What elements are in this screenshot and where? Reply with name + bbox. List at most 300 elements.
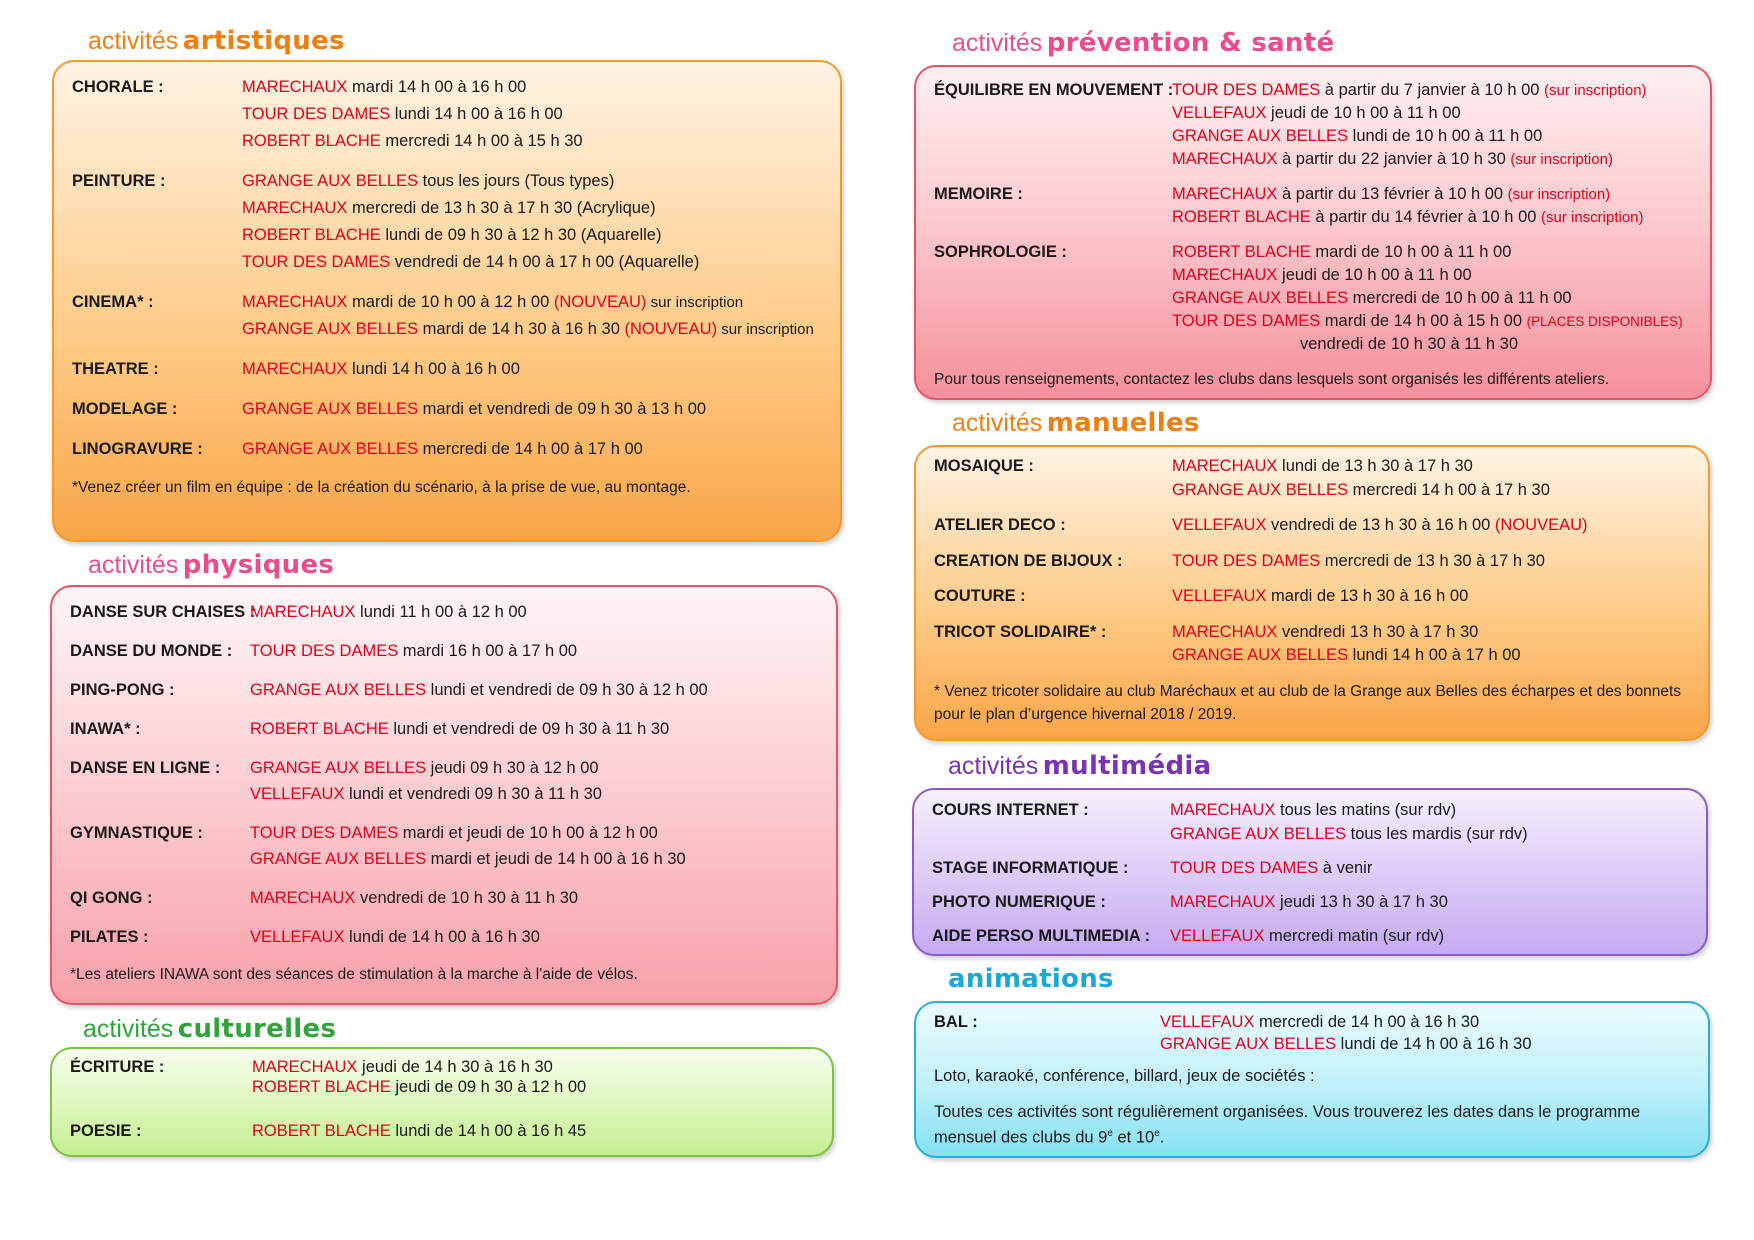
activity-label: AIDE PERSO MULTIMEDIA : [932,927,1151,945]
row-gap [70,911,818,924]
schedule-text: lundi et vendredi 09 h 30 à 11 h 30 [344,785,602,803]
schedule-line [1172,287,1692,310]
row-gap [72,276,822,289]
box-physiques [50,585,838,1005]
club-name: TOUR DES DAMES [1170,859,1319,877]
schedule-line [250,820,818,846]
club-name: MARECHAUX [1170,893,1276,911]
closing-sup-1: e [1107,1128,1113,1139]
club-name: GRANGE AUX BELLES [1172,480,1349,499]
schedule-text: mercredi de 14 h 00 à 17 h 00 [418,440,643,458]
schedule-line [252,1057,814,1077]
row-gap [72,463,822,476]
schedule-text: mercredi 14 h 00 à 17 h 30 [1348,480,1550,499]
schedule-line [242,222,822,249]
club-name: TOUR DES DAMES [250,642,399,660]
schedule-text: mardi et vendredi de 09 h 30 à 13 h 00 [418,400,707,418]
club-name: ROBERT BLACHE [250,720,389,738]
highlight-note: (sur inscription) [1510,151,1613,168]
schedule-line [1172,333,1692,356]
activity-row [70,599,818,625]
activity-schedule [242,168,822,276]
schedule-text: vendredi de 10 h 30 à 11 h 30 [1300,335,1519,353]
club-name: GRANGE AUX BELLES [1172,127,1349,145]
activity-label: SOPHROLOGIE : [934,243,1067,261]
schedule-line [242,249,822,276]
row-gap [70,950,818,963]
activity-row [934,455,1690,502]
schedule-text: mardi de 14 h 30 à 16 h 30 [418,320,625,338]
title-prefix: activités [88,551,179,579]
activity-schedule [250,820,818,872]
row-gap [70,703,818,716]
registration-note: sur inscription [646,294,744,311]
schedule-line [250,638,818,664]
schedule-line [1172,514,1690,538]
club-name: ROBERT BLACHE [242,226,381,244]
schedule-line [242,128,822,155]
highlight-note: (sur inscription) [1544,82,1647,99]
section-title-prevention [952,30,1334,56]
club-name: GRANGE AUX BELLES [242,400,419,418]
highlight-note: (NOUVEAU) [553,293,647,311]
activity-schedule [250,677,818,703]
club-name: GRANGE AUX BELLES [242,320,419,338]
schedule-text: à partir du 7 janvier à 10 h 00 [1320,81,1545,99]
schedule-line [1160,1033,1690,1055]
highlight-note: (NOUVEAU) [1494,516,1588,534]
club-name: ROBERT BLACHE [1172,208,1311,226]
activity-label: PEINTURE : [72,172,166,190]
registration-note: sur inscription [717,321,814,338]
schedule-line [1172,241,1692,264]
club-name: MARECHAUX [242,78,348,96]
activity-label: TRICOT SOLIDAIRE* : [934,622,1107,641]
club-name: MARECHAUX [250,603,356,621]
footnote: Pour tous renseignements, contactez les clubs dans lesquels sont organisés les différents ateliers. [934,371,1610,388]
schedule-line [242,316,822,343]
schedule-text: à partir du 13 février à 10 h 00 [1277,185,1508,203]
schedule-line [1172,585,1690,609]
club-name: MARECHAUX [1172,185,1278,203]
schedule-text: jeudi 09 h 30 à 12 h 00 [426,759,599,777]
schedule-text: lundi de 14 h 00 à 16 h 45 [390,1122,587,1140]
activity-row [934,1011,1690,1055]
activity-schedule [250,885,818,911]
activity-row [934,79,1692,171]
club-name: MARECHAUX [242,360,348,378]
activity-label: ÉCRITURE : [70,1058,165,1076]
activity-label: ÉQUILIBRE EN MOUVEMENT : [934,81,1174,99]
row-gap [70,807,818,820]
club-name: GRANGE AUX BELLES [250,759,427,777]
schedule-text: vendredi 13 h 30 à 17 h 30 [1277,622,1479,641]
schedule-text: lundi et vendredi de 09 h 30 à 11 h 30 [388,720,670,738]
schedule-text: lundi de 10 h 00 à 11 h 00 [1348,127,1543,145]
schedule-line [242,356,822,383]
activity-label: BAL : [934,1013,978,1031]
schedule-text: mercredi matin (sur rdv) [1264,927,1445,945]
activity-label: CREATION DE BIJOUX : [934,551,1123,570]
title-prefix: activités [952,409,1043,437]
closing-and: et 10 [1112,1128,1155,1147]
schedule-line [250,716,818,742]
activity-schedule [250,599,818,625]
activity-label: PING-PONG : [70,681,175,699]
activity-schedule [242,356,822,383]
activity-label: POESIE : [70,1122,142,1140]
schedule-line [1172,621,1690,645]
schedule-line [1170,890,1688,914]
row-gap [934,502,1690,514]
schedule-line [1172,79,1692,102]
activity-schedule [242,74,822,155]
club-name: MARECHAUX [1172,457,1278,475]
schedule-text: vendredi de 14 h 00 à 17 h 00 (Aquarelle) [390,253,700,271]
schedule-line [1172,550,1690,574]
activity-schedule [242,396,822,423]
club-name: GRANGE AUX BELLES [1172,289,1349,307]
activity-schedule [1160,1011,1690,1055]
activity-label: COURS INTERNET : [932,801,1089,819]
box-animations [914,1001,1710,1158]
footnote: *Venez créer un film en équipe : de la création du scénario, à la prise de vue, au montage. [72,479,691,496]
schedule-line [250,677,818,703]
schedule-text: lundi de 13 h 30 à 17 h 30 [1277,457,1473,475]
closing-end: . [1159,1128,1165,1147]
section-title-physiques [88,552,334,578]
activity-label: DANSE DU MONDE : [70,642,233,660]
section-title-artistiques [88,28,345,54]
schedule-line [242,396,822,423]
schedule-text: lundi 14 h 00 à 16 h 00 [390,105,563,123]
title-prefix: activités [88,27,179,55]
club-name: TOUR DES DAMES [1172,551,1321,570]
schedule-line [250,885,818,911]
title-prefix: activités [83,1015,174,1043]
activity-row [934,621,1690,668]
schedule-line [1172,644,1690,668]
schedule-text: lundi 11 h 00 à 12 h 00 [355,603,527,621]
title-main: culturelles [177,1014,337,1044]
schedule-line [252,1121,814,1141]
row-gap [934,573,1690,585]
activity-label: DANSE EN LIGNE : [70,759,221,777]
title-prefix: activités [948,752,1039,780]
schedule-text: à partir du 14 février à 10 h 00 [1310,208,1541,226]
schedule-line [1172,264,1692,287]
activity-row [72,356,822,383]
title-main: artistiques [182,26,345,56]
schedule-line [1172,183,1692,206]
activity-row [934,241,1692,356]
schedule-text: mercredi de 13 h 30 à 17 h 30 [1320,551,1545,570]
activity-schedule [242,289,822,343]
club-name: VELLEFAUX [1172,587,1267,605]
activity-label: INAWA* : [70,720,141,738]
schedule-text: mardi et jeudi de 10 h 00 à 12 h 00 [398,824,658,842]
schedule-text: tous les mardis (sur rdv) [1346,825,1528,843]
box-manuelles [914,445,1710,741]
availability-note: (PLACES DISPONIBLES) [1526,314,1683,329]
box-artistiques [52,60,842,542]
club-name: MARECHAUX [252,1058,358,1076]
schedule-line [242,195,822,222]
activity-row [70,1121,814,1141]
activity-row [70,885,818,911]
schedule-text: mardi 16 h 00 à 17 h 00 [398,642,578,660]
club-name: ROBERT BLACHE [252,1078,391,1096]
schedule-text: mardi de 14 h 00 à 15 h 00 [1320,312,1527,330]
activity-row [932,890,1688,914]
activity-row [70,924,818,950]
activity-schedule [1170,798,1688,846]
activity-schedule [252,1121,814,1141]
schedule-line [252,1077,814,1097]
schedule-text: jeudi de 10 h 00 à 11 h 00 [1266,104,1461,122]
club-name: VELLEFAUX [250,928,345,946]
club-name: GRANGE AUX BELLES [242,172,419,190]
activity-label: CHORALE : [72,78,164,96]
schedule-line [1172,479,1690,503]
activity-label: GYMNASTIQUE : [70,824,203,842]
highlight-note: (NOUVEAU) [624,320,718,338]
title-main: multimédia [1042,751,1212,781]
schedule-line [242,436,822,463]
schedule-text: tous les matins (sur rdv) [1275,801,1457,819]
schedule-text: jeudi 13 h 30 à 17 h 30 [1275,893,1448,911]
club-name: TOUR DES DAMES [242,105,391,123]
highlight-note: (sur inscription) [1507,186,1611,203]
club-name: MARECHAUX [242,199,348,217]
row-gap [72,155,822,168]
title-prefix: activités [952,29,1043,57]
animations-loto: Loto, karaoké, conférence, billard, jeux de sociétés : [934,1067,1315,1085]
closing-text: Toutes ces activités sont régulièrement organisées. Vous trouverez les dates dans le programme mensuel des clubs du 9 [934,1103,1641,1147]
club-name: MARECHAUX [1170,801,1276,819]
activity-schedule [1172,585,1690,609]
activity-schedule [1172,183,1692,229]
activity-schedule [1172,514,1690,538]
schedule-line [1170,924,1688,948]
schedule-line [1172,102,1692,125]
schedule-text: tous les jours (Tous types) [418,172,615,190]
activity-row [72,396,822,423]
row-gap [72,343,822,356]
activity-row [70,677,818,703]
activity-label: MOSAIQUE : [934,457,1034,475]
schedule-line [242,101,822,128]
activity-schedule [250,755,818,807]
row-gap [72,423,822,436]
club-name: VELLEFAUX [1172,516,1267,534]
club-name: GRANGE AUX BELLES [250,850,427,868]
schedule-line [1170,822,1688,846]
club-name: MARECHAUX [1172,150,1278,168]
schedule-text: lundi de 14 h 00 à 16 h 30 [1336,1035,1532,1053]
club-name: GRANGE AUX BELLES [242,440,419,458]
schedule-line [1172,455,1690,479]
schedule-text: jeudi de 09 h 30 à 12 h 00 [390,1078,587,1096]
club-name: GRANGE AUX BELLES [1170,825,1347,843]
activity-label: MODELAGE : [72,400,178,418]
schedule-text: mercredi de 13 h 30 à 17 h 30 (Acrylique) [347,199,656,217]
activity-label: STAGE INFORMATIQUE : [932,859,1129,877]
box-culturelles [50,1047,834,1157]
club-name: ROBERT BLACHE [1172,243,1311,261]
schedule-text: lundi de 09 h 30 à 12 h 30 (Aquarelle) [380,226,662,244]
schedule-text: jeudi de 14 h 30 à 16 h 30 [357,1058,553,1076]
club-name: MARECHAUX [250,889,356,907]
club-name: VELLEFAUX [1172,104,1267,122]
title-main: physiques [182,550,335,580]
schedule-text: lundi 14 h 00 à 16 h 00 [347,360,520,378]
activity-row [932,798,1688,846]
row-gap [70,742,818,755]
schedule-line [1170,798,1688,822]
activity-schedule [1170,924,1688,948]
club-name: TOUR DES DAMES [1172,81,1321,99]
section-title-animations [948,966,1114,992]
row-gap [70,1097,814,1121]
row-gap [934,356,1692,368]
activity-label: DANSE SUR CHAISES : [70,603,256,621]
title-main: animations [948,964,1114,994]
schedule-line [242,168,822,195]
row-gap [934,538,1690,550]
schedule-text: mercredi de 14 h 00 à 16 h 30 [1254,1013,1480,1031]
activity-schedule [1172,455,1690,502]
activity-row [932,924,1688,948]
schedule-line [242,74,822,101]
schedule-text: mercredi de 10 h 00 à 11 h 00 [1348,289,1572,307]
schedule-line [1172,125,1692,148]
activity-schedule [250,716,818,742]
club-name: VELLEFAUX [250,785,345,803]
activity-row [72,168,822,276]
schedule-line [250,781,818,807]
row-gap [70,625,818,638]
activity-label: CINEMA* : [72,293,154,311]
animations-closing [934,1101,1690,1149]
schedule-line [1172,310,1692,333]
activity-row [72,436,822,463]
club-name: GRANGE AUX BELLES [1160,1035,1337,1053]
schedule-text: mercredi 14 h 00 à 15 h 30 [380,132,583,150]
activity-label: ATELIER DECO : [934,516,1066,534]
club-name: GRANGE AUX BELLES [250,681,427,699]
row-gap [932,880,1688,890]
activity-label: PILATES : [70,928,149,946]
schedule-line [242,289,822,316]
schedule-text: mardi de 13 h 30 à 16 h 00 [1266,587,1469,605]
schedule-text: mardi 14 h 00 à 16 h 00 [347,78,527,96]
activity-label: LINOGRAVURE : [72,440,203,458]
schedule-text: lundi de 14 h 00 à 16 h 30 [344,928,540,946]
section-title-manuelles [952,410,1200,436]
row-gap [934,668,1690,680]
activity-schedule [1170,890,1688,914]
footnote: *Les ateliers INAWA sont des séances de stimulation à la marche à l'aide de vélos. [70,966,638,983]
activity-label: QI GONG : [70,889,153,907]
row-gap [70,664,818,677]
schedule-text: mardi de 10 h 00 à 12 h 00 [347,293,554,311]
activity-label: MEMOIRE : [934,185,1023,203]
closing-sup-2: e [1154,1128,1160,1139]
club-name: MARECHAUX [242,293,348,311]
schedule-line [250,755,818,781]
activity-schedule [250,924,818,950]
box-prevention [914,65,1712,400]
schedule-text: à partir du 22 janvier à 10 h 30 [1277,150,1511,168]
schedule-text: lundi et vendredi de 09 h 30 à 12 h 00 [426,681,708,699]
schedule-text: jeudi de 10 h 00 à 11 h 00 [1277,266,1472,284]
activity-schedule [1170,856,1688,880]
activity-label: COUTURE : [934,587,1026,605]
highlight-note: (sur inscription) [1541,209,1644,226]
activity-label: THEATRE : [72,360,159,378]
section-title-culturelles [83,1016,336,1042]
schedule-text: vendredi de 13 h 30 à 16 h 00 [1266,516,1495,534]
activity-row [934,550,1690,574]
footnote: * Venez tricoter solidaire au club Maréchaux et au club de la Grange aux Belles des écharpes et des bonnets pour le plan d’urgence hivernal 2018 / 2019. [934,682,1682,723]
activity-schedule [1172,241,1692,356]
activity-schedule [1172,621,1690,668]
activity-row [934,585,1690,609]
row-gap [934,609,1690,621]
activity-row [70,638,818,664]
club-name: GRANGE AUX BELLES [1172,646,1349,664]
schedule-text: mardi et jeudi de 14 h 00 à 16 h 30 [426,850,686,868]
row-gap [932,846,1688,856]
activity-row [70,1057,814,1097]
activity-row [72,74,822,155]
club-name: ROBERT BLACHE [252,1122,391,1140]
activity-row [934,514,1690,538]
row-gap [934,229,1692,241]
club-name: TOUR DES DAMES [250,824,399,842]
club-name: VELLEFAUX [1170,927,1265,945]
activity-row [72,289,822,343]
schedule-line [1172,148,1692,171]
activity-row [70,820,818,872]
row-gap [934,171,1692,183]
activity-row [932,856,1688,880]
schedule-text: lundi 14 h 00 à 17 h 00 [1348,646,1521,664]
activity-schedule [252,1057,814,1097]
section-title-multimedia [948,753,1211,779]
activity-schedule [250,638,818,664]
club-name: TOUR DES DAMES [242,253,391,271]
club-name: VELLEFAUX [1160,1013,1255,1031]
activity-schedule [242,436,822,463]
row-gap [932,914,1688,924]
row-gap [70,872,818,885]
club-name: ROBERT BLACHE [242,132,381,150]
activity-label: PHOTO NUMERIQUE : [932,893,1106,911]
schedule-line [250,846,818,872]
activity-row [934,183,1692,229]
schedule-text: vendredi de 10 h 30 à 11 h 30 [355,889,579,907]
activity-schedule [1172,79,1692,171]
club-name: TOUR DES DAMES [1172,312,1321,330]
box-multimedia [912,788,1708,956]
club-name: MARECHAUX [1172,266,1278,284]
schedule-text: à venir [1318,859,1373,877]
schedule-line [1172,206,1692,229]
title-main: prévention & santé [1046,28,1335,58]
title-main: manuelles [1046,408,1200,438]
